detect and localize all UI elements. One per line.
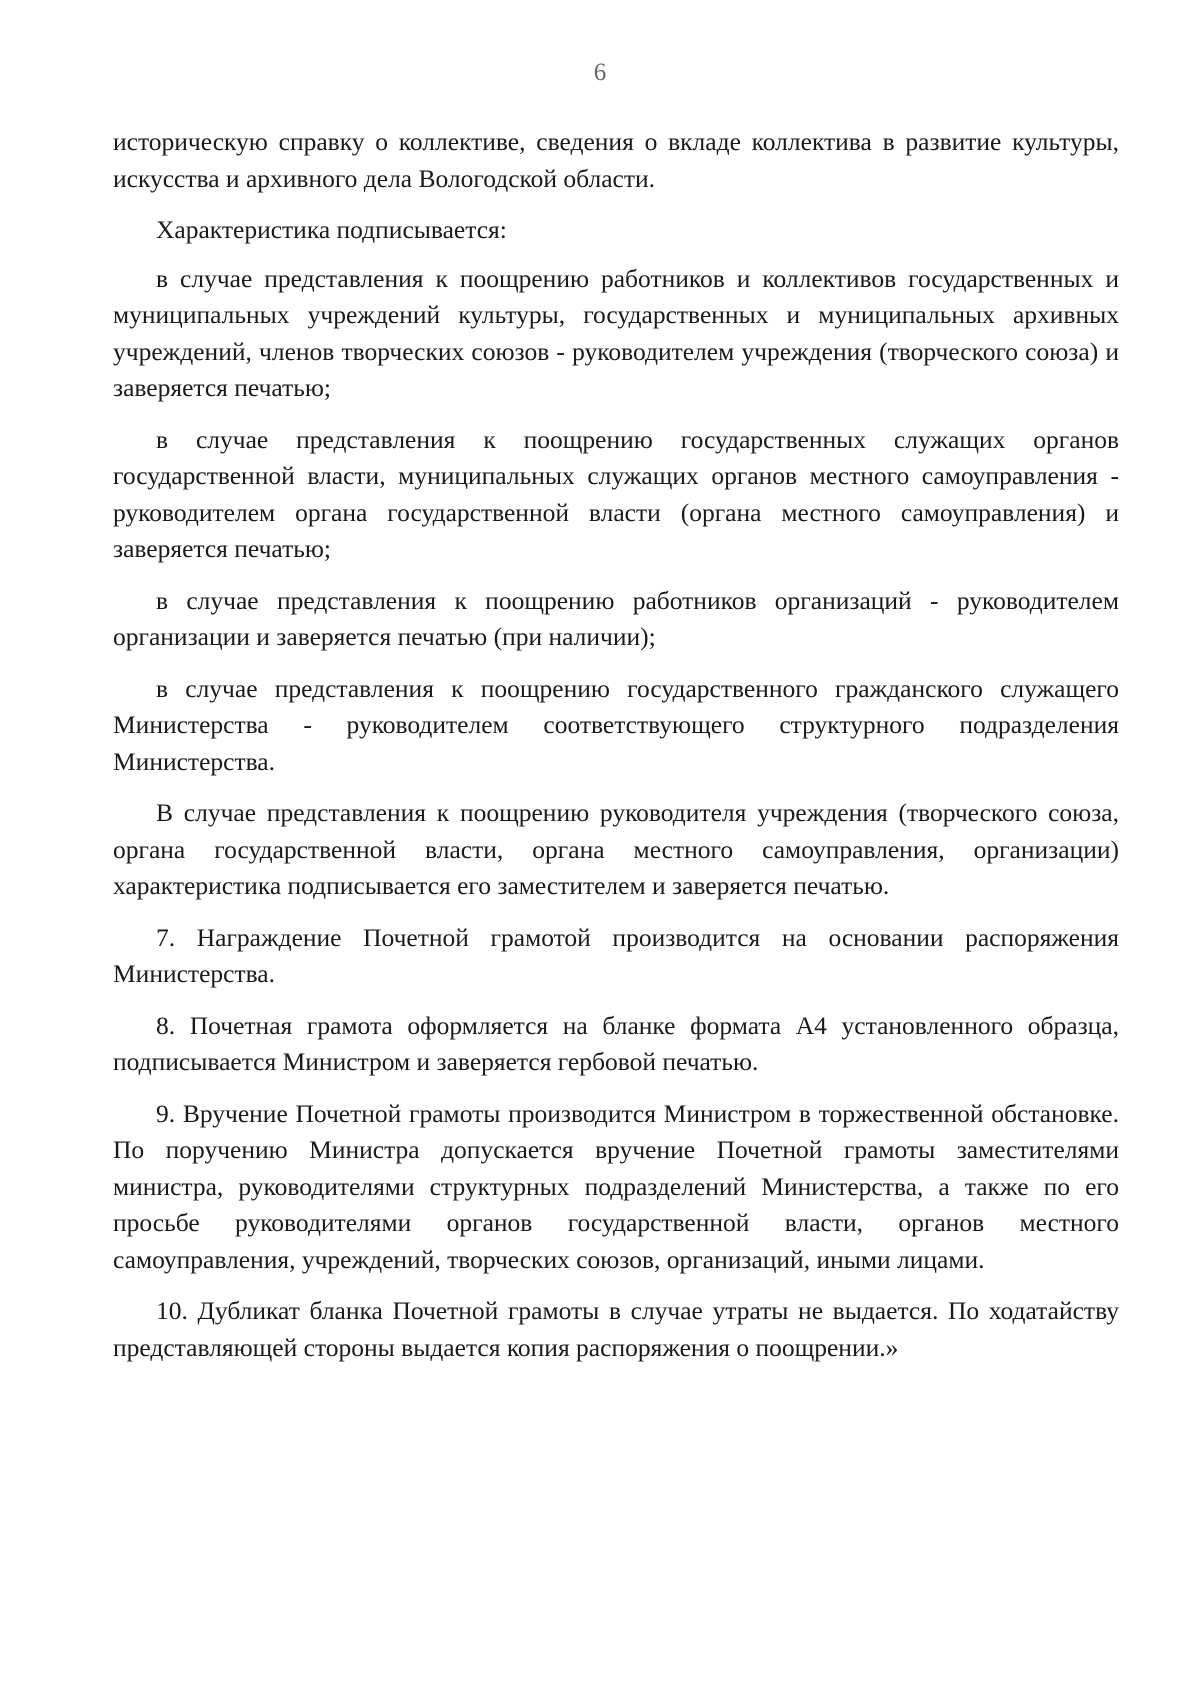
paragraph-item-10: 10. Дубликат бланка Почетной грамоты в случае утраты не выдается. По ходатайству представляющей стороны выдается копия распоряжения о поощрении.» (113, 1296, 1119, 1362)
paragraph-item-8: 8. Почетная грамота оформляется на бланке формата А4 установленного образца, подписывается Министром и заверяется гербовой печатью. (113, 1010, 1119, 1076)
paragraph-item-7: 7. Награждение Почетной грамотой производится на основании распоряжения Министерства. (113, 922, 1119, 988)
paragraph-signing-culture-institutions: в случае представления к поощрению работников и коллективов государственных и муниципальных учреждений культуры, государственных и муниципальных архивных учреждений, членов творческих союзов - руководителем учреждения (творческого союза) и заверяется печатью; (113, 263, 1119, 402)
paragraph-signing-intro: Характеристика подписывается: (156, 215, 507, 244)
paragraph-signing-organizations: в случае представления к поощрению работников организаций - руководителем организации и заверяется печатью (при наличии); (113, 585, 1119, 651)
document-body (113, 124, 1119, 1381)
paragraph-item-9: 9. Вручение Почетной грамоты производится Министром в торжественной обстановке. По поручению Министра допускается вручение Почетной грамоты заместителями министра, руководителями структурных подразделений Министерства, а также по его просьбе руководителями органов государственной власти, органов местного самоуправления, учреждений, творческих союзов, организаций, иными лицами. (113, 1098, 1119, 1274)
page-number: 6 (593, 59, 607, 86)
paragraph-continuation: историческую справку о коллективе, сведения о вкладе коллектива в развитие культуры, искусства и архивного дела Вологодской области. (113, 127, 1119, 193)
paragraph-signing-civil-servants: в случае представления к поощрению государственных служащих органов государственной власти, муниципальных служащих органов местного самоуправления - руководителем органа государственной власти (органа местного самоуправления) и заверяется печатью; (113, 424, 1119, 563)
paragraph-signing-heads: В случае представления к поощрению руководителя учреждения (творческого союза, органа государственной власти, органа местного самоуправления, организации) характеристика подписывается его заместителем и заверяется печатью. (113, 798, 1119, 900)
paragraph-signing-ministry-servant: в случае представления к поощрению государственного гражданского служащего Министерства - руководителем соответствующего структурного подразделения Министерства. (113, 673, 1119, 776)
